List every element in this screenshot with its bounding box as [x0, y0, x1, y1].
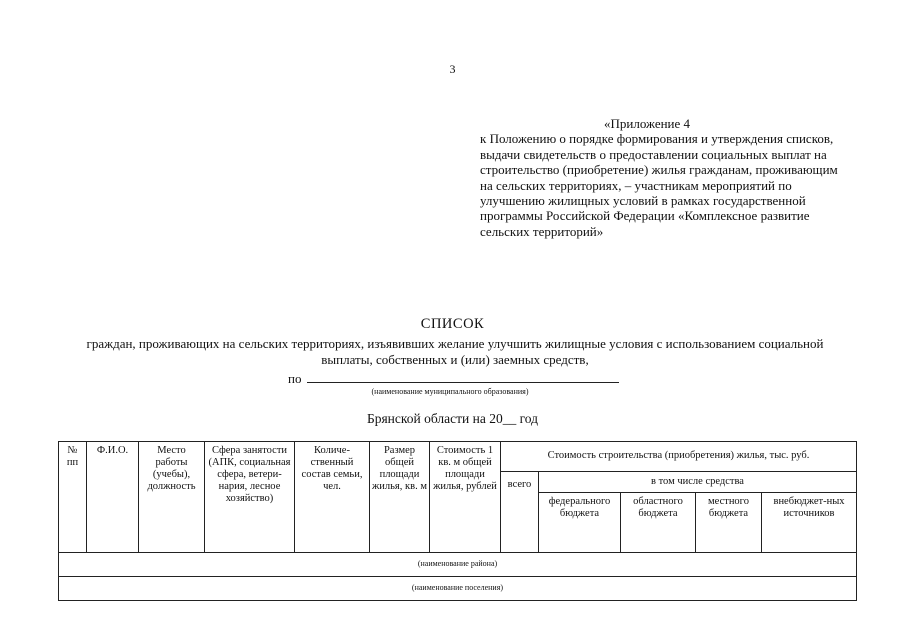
header-including: в том числе средства: [539, 472, 857, 493]
po-label: по: [288, 371, 302, 386]
header-cost-sqm: Стоимость 1 кв. м общей площади жилья, рублей: [430, 442, 501, 553]
header-federal: федерального бюджета: [539, 493, 621, 553]
settlement-row: [59, 577, 857, 601]
municipality-blank: [307, 369, 619, 383]
document-subtitle: граждан, проживающих на сельских территориях, изъявивших желание улучшить жилищные условия с использованием социальной выплаты, собственных и (или) заемных средств,: [86, 336, 824, 367]
appendix-block: [480, 116, 850, 239]
header-cost-total: Стоимость строительства (приобретения) жилья, тыс. руб.: [501, 442, 857, 472]
header-local: местного бюджета: [696, 493, 762, 553]
header-num: № пп: [59, 442, 87, 553]
header-family: Количе-ственный состав семьи, чел.: [295, 442, 370, 553]
municipality-caption: (наименование муниципального образования): [371, 387, 529, 396]
header-offbudget: внебюджет-ных источников: [762, 493, 857, 553]
region-year-line: Брянской области на 20__ год: [366, 411, 539, 426]
document-title: СПИСОК: [420, 316, 485, 332]
settlement-caption: (наименование поселения): [59, 577, 857, 601]
header-total: всего: [501, 472, 539, 553]
page-number: 3: [449, 62, 456, 76]
municipality-line: [288, 369, 619, 387]
header-regional: областного бюджета: [621, 493, 696, 553]
header-fio: Ф.И.О.: [87, 442, 139, 553]
header-sphere: Сфера занятости (АПК, социальная сфера, ветери-нария, лесное хозяйство): [205, 442, 295, 553]
district-caption: (наименование района): [59, 553, 857, 577]
header-work: Место работы (учебы), должность: [139, 442, 205, 553]
appendix-body: к Положению о порядке формирования и утверждения списков, выдачи свидетельств о предоставлении социальных выплат на строительство (приобретение) жилья гражданам, проживающим на сельских территориях, – участникам мероприятий по улучшению жилищных условий в рамках государственной программы Российской Федерации «Комплексное развитие сельских территорий»: [480, 131, 838, 239]
header-area: Размер общей площади жилья, кв. м: [370, 442, 430, 553]
appendix-title: «Приложение 4: [604, 116, 691, 131]
citizens-table: [58, 441, 857, 601]
district-row: [59, 553, 857, 577]
header-row-1: [59, 442, 857, 472]
